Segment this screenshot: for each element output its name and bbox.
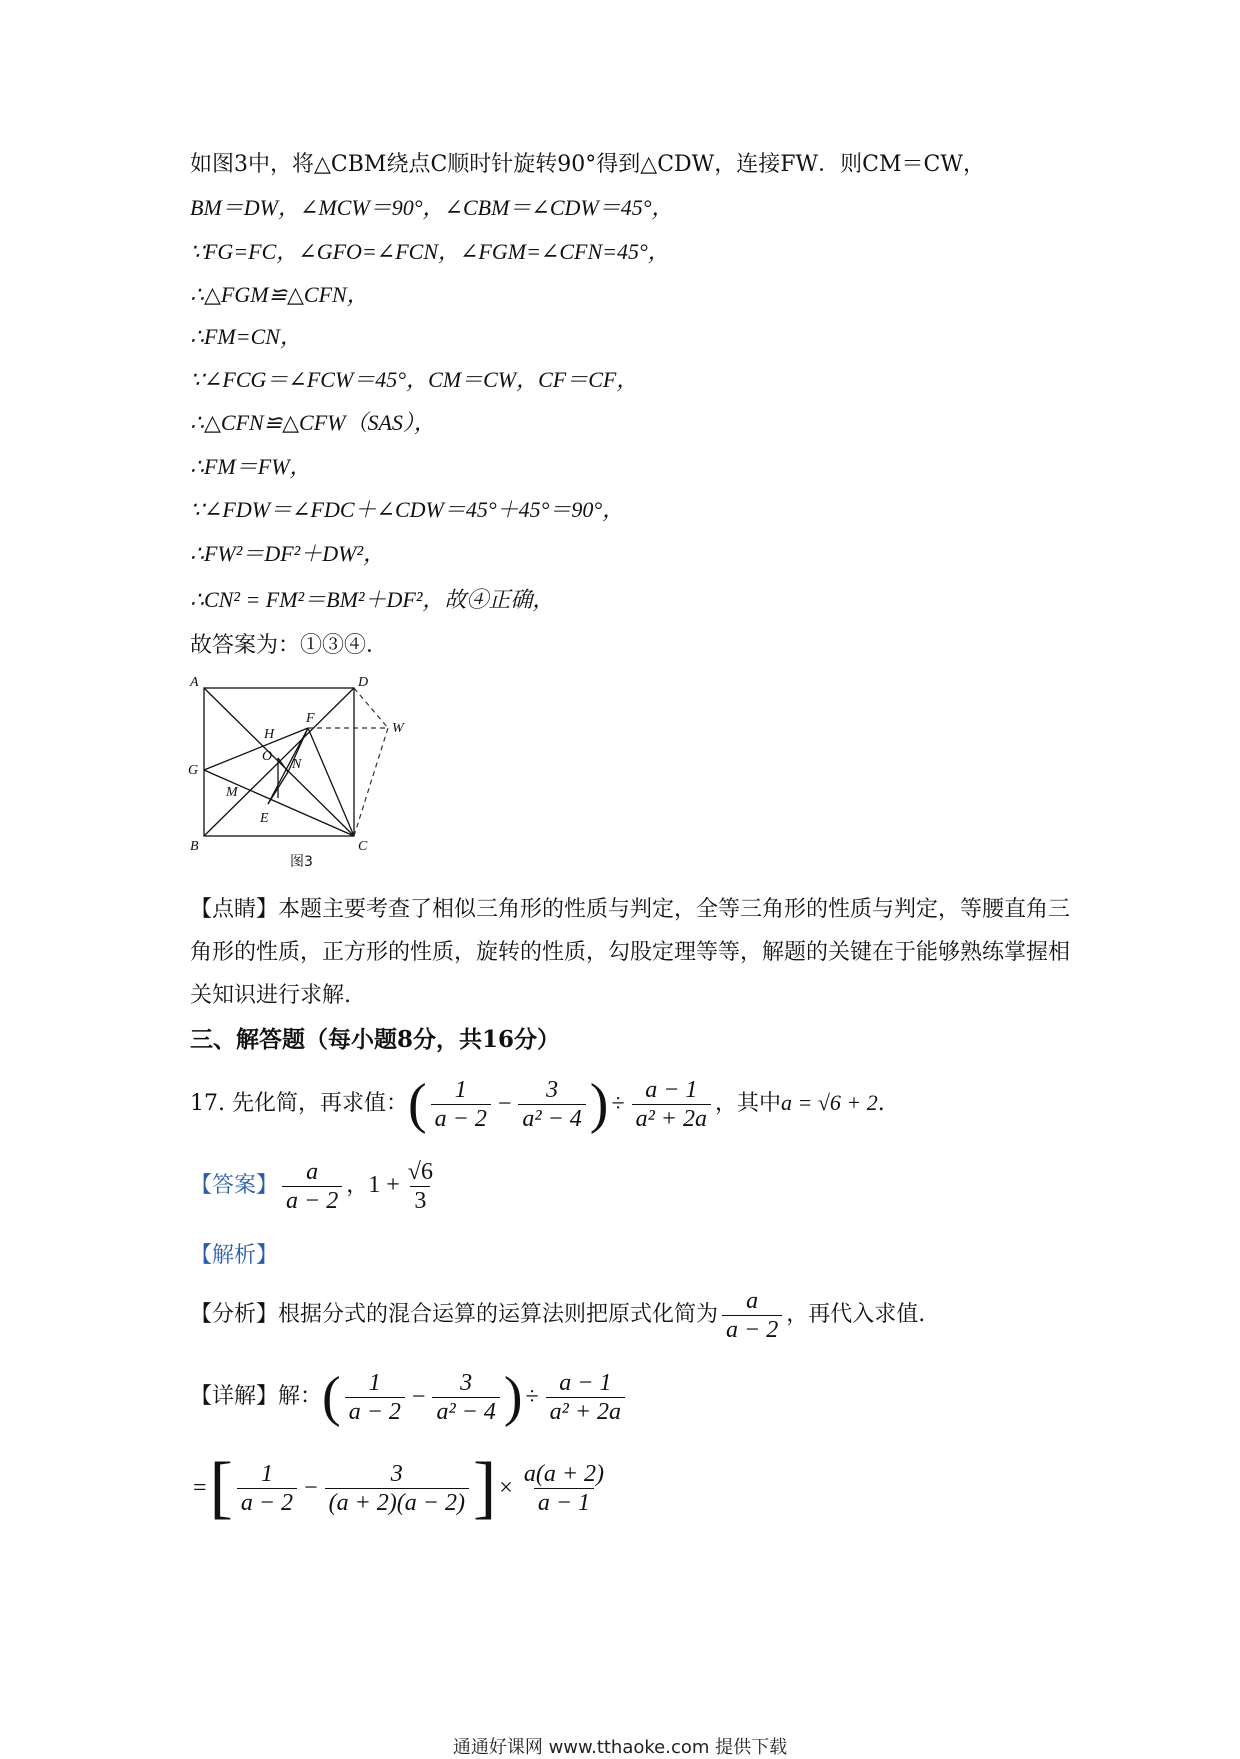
- q17-frac-3: $\frac{a - 1}{\text{a² + 2a}}$: [632, 1076, 711, 1133]
- label-n: N: [292, 757, 302, 772]
- proof-line-2: BM＝DW，∠MCW＝90°，∠CBM＝∠CDW＝45°，: [190, 195, 674, 220]
- proof-line-4: ∴△FGM≌△CFN，: [190, 282, 369, 307]
- proof-line-3: ∵FG=FC，∠GFO=∠FCN，∠FGM=∠CFN=45°，: [190, 239, 670, 264]
- xiangjie-line: 【详解】解：( $\frac{1}{a - 2}$ − $\frac{3}{\text{a² − 4}}$ ) ÷ $\frac{a - 1}{\text{a² + 2a}}$: [190, 1362, 629, 1432]
- dashed-cw: [354, 728, 388, 836]
- proof-line-6: ∵∠FCG＝∠FCW＝45°，CM＝CW，CF＝CF，: [190, 367, 639, 392]
- proof-line-10: ∴FW²＝DF²＋DW²，: [190, 541, 386, 566]
- dianjing-text-1: 本题主要考查了相似三角形的性质与判定，全等三角形的性质与判定，等腰直角三: [278, 897, 1071, 922]
- answer-tag: 【答案】: [190, 1173, 279, 1198]
- label-f: F: [306, 711, 315, 726]
- step2-frac-2: $\frac{3}{(a + 2)(a - 2)}$: [325, 1460, 469, 1517]
- proof-line-7: ∴△CFN≌△CFW（SAS），: [190, 410, 436, 435]
- label-g: G: [188, 763, 199, 778]
- right-paren: ): [589, 1073, 609, 1135]
- question-17: 17. 先化简，再求值：( $\frac{1}{a - 2}$ − $\frac{3}{\text{a² − 4}}$ ) ÷ $\frac{a - 1}{\text{a² + 2a}}$ ，其中a = √6 + 2.: [190, 1073, 885, 1135]
- label-d: D: [358, 675, 369, 690]
- label-c: C: [358, 839, 368, 852]
- proof-line-12: 故答案为：①③④．: [190, 633, 389, 658]
- jiexi-tag: 【解析】: [190, 1243, 279, 1268]
- xiangjie-tag: 【详解】: [190, 1384, 279, 1409]
- q17-suffix: ，其中: [715, 1091, 782, 1116]
- fenxi-text-1: 根据分式的混合运算的运算法则把原式化简为: [278, 1302, 719, 1327]
- label-b: B: [190, 839, 199, 852]
- figure-caption: 图3: [290, 854, 313, 870]
- step-2-line: =[ $\frac{1}{a - 2}$ − $\frac{3}{(a + 2)(a - 2)}$ ] × $\frac{a(a + 2)}{a - 1}$: [190, 1448, 612, 1528]
- proof-line-1: 如图3中，将△CBM绕点C顺时针旋转90°得到△CDW，连接FW．则CM＝CW，: [190, 152, 985, 177]
- q17-frac-1: $\frac{1}{a - 2}$: [431, 1076, 491, 1133]
- dianjing-line-1: [190, 895, 1070, 925]
- label-a: A: [190, 675, 199, 690]
- label-m: M: [226, 785, 238, 800]
- xiangjie-frac-3: $\frac{a - 1}{\text{a² + 2a}}$: [546, 1369, 625, 1426]
- geometry-figure: [188, 672, 428, 852]
- answer-value-prefix: 1 +: [368, 1172, 400, 1198]
- q17-frac-2: $\frac{3}{\text{a² − 4}}$: [518, 1076, 585, 1133]
- dianjing-line-2: 角形的性质，正方形的性质，旋转的性质，勾股定理等等，解题的关键在于能够熟练掌握相: [190, 940, 1071, 965]
- fenxi-tag: 【分析】: [190, 1302, 279, 1327]
- q17-condition: a = √6 + 2: [781, 1090, 878, 1115]
- dashed-dw: [354, 688, 388, 728]
- left-paren: (: [407, 1073, 427, 1135]
- label-e: E: [260, 811, 269, 826]
- label-h: H: [264, 727, 275, 742]
- label-o: O: [262, 749, 273, 764]
- segment-fc: [308, 728, 354, 836]
- q17-prefix: 17. 先化简，再求值：: [190, 1091, 408, 1116]
- page-footer: 通通好课网 www.tthaoke.com 提供下载: [452, 1737, 788, 1758]
- proof-line-9: ∵∠FDW＝∠FDC＋∠CDW＝45°＋45°＝90°，: [190, 497, 625, 522]
- segment-on: [278, 758, 288, 772]
- xiangjie-frac-2: $\frac{3}{\text{a² − 4}}$: [432, 1369, 499, 1426]
- fenxi-line: [190, 1280, 925, 1350]
- answer-frac: $\frac{a}{a - 2}$: [282, 1158, 342, 1215]
- xiangjie-frac-1: $\frac{1}{a - 2}$: [345, 1369, 405, 1426]
- dianjing-tag: 【点睛】: [190, 897, 279, 922]
- answer-line: 【答案】 $\frac{a}{a - 2}$ ，1 + $\frac{√6}{3}$: [190, 1150, 441, 1221]
- proof-line-5: ∴FM=CN，: [190, 324, 302, 349]
- section-title: 三、解答题（每小题8分，共16分）: [190, 1026, 561, 1053]
- step2-frac-3: $\frac{a(a + 2)}{a - 1}$: [523, 1460, 605, 1516]
- step2-frac-1: $\frac{1}{a - 2}$: [237, 1460, 297, 1517]
- proof-line-8: ∴FM＝FW，: [190, 454, 312, 479]
- answer-value-frac: $\frac{√6}{3}$: [407, 1158, 433, 1214]
- label-w: W: [392, 721, 404, 736]
- dianjing-line-3: 关知识进行求解.: [190, 983, 351, 1008]
- fenxi-text-2: ，再代入求值.: [786, 1302, 926, 1327]
- fenxi-frac: $\frac{a}{a - 2}$: [722, 1287, 782, 1344]
- proof-line-11: ∴CN² = FM²＝BM²＋DF²，故④正确，: [190, 587, 555, 612]
- segment-gc: [204, 770, 354, 836]
